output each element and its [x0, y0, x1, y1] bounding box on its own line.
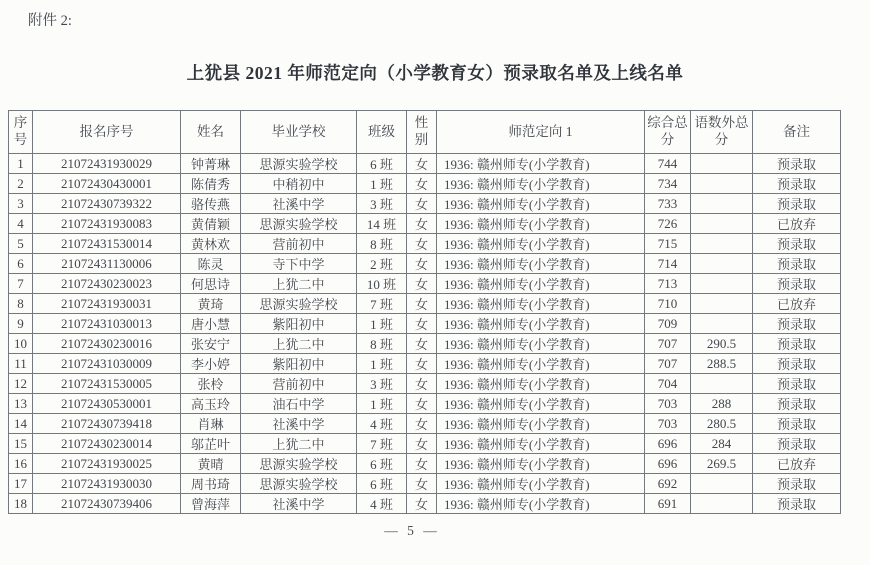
cell-name: 陈灵: [181, 254, 241, 274]
column-header-direction: 师范定向 1: [437, 111, 645, 154]
cell-gender: 女: [407, 194, 437, 214]
cell-direction: 1936: 赣州师专(小学教育): [437, 454, 645, 474]
cell-no: 8: [9, 294, 33, 314]
cell-remark: 预录取: [753, 494, 841, 514]
cell-remark: 预录取: [753, 414, 841, 434]
cell-school: 营前初中: [241, 374, 357, 394]
cell-no: 13: [9, 394, 33, 414]
cell-lsw: [691, 494, 753, 514]
cell-gender: 女: [407, 234, 437, 254]
cell-name: 陈倩秀: [181, 174, 241, 194]
cell-school: 上犹二中: [241, 334, 357, 354]
cell-reg: 21072431930025: [33, 454, 181, 474]
cell-remark: 预录取: [753, 474, 841, 494]
cell-direction: 1936: 赣州师专(小学教育): [437, 274, 645, 294]
cell-total: 691: [645, 494, 691, 514]
table-row: [9, 414, 841, 434]
cell-no: 4: [9, 214, 33, 234]
cell-reg: 21072430739406: [33, 494, 181, 514]
cell-school: 社溪中学: [241, 494, 357, 514]
cell-school: 上犹二中: [241, 434, 357, 454]
cell-school: 上犹二中: [241, 274, 357, 294]
cell-school: 紫阳初中: [241, 354, 357, 374]
cell-reg: 21072431030013: [33, 314, 181, 334]
cell-cls: 7 班: [357, 294, 407, 314]
cell-gender: 女: [407, 314, 437, 334]
cell-total: 692: [645, 474, 691, 494]
cell-gender: 女: [407, 214, 437, 234]
cell-total: 726: [645, 214, 691, 234]
cell-reg: 21072430230014: [33, 434, 181, 454]
cell-reg: 21072431930029: [33, 154, 181, 174]
column-header-no: 序号: [9, 111, 33, 154]
cell-no: 3: [9, 194, 33, 214]
cell-cls: 8 班: [357, 334, 407, 354]
cell-total: 715: [645, 234, 691, 254]
cell-name: 黄林欢: [181, 234, 241, 254]
attachment-label: 附件 2:: [28, 13, 72, 29]
cell-gender: 女: [407, 374, 437, 394]
cell-gender: 女: [407, 294, 437, 314]
cell-name: 唐小慧: [181, 314, 241, 334]
cell-total: 703: [645, 394, 691, 414]
cell-remark: 预录取: [753, 174, 841, 194]
column-header-school: 毕业学校: [241, 111, 357, 154]
cell-direction: 1936: 赣州师专(小学教育): [437, 354, 645, 374]
cell-reg: 21072430230023: [33, 274, 181, 294]
cell-reg: 21072430739418: [33, 414, 181, 434]
table-row: [9, 374, 841, 394]
table-row: [9, 494, 841, 514]
cell-school: 思源实验学校: [241, 294, 357, 314]
cell-no: 15: [9, 434, 33, 454]
cell-school: 紫阳初中: [241, 314, 357, 334]
cell-reg: 21072431130006: [33, 254, 181, 274]
cell-gender: 女: [407, 174, 437, 194]
cell-total: 713: [645, 274, 691, 294]
cell-no: 9: [9, 314, 33, 334]
cell-reg: 21072431030009: [33, 354, 181, 374]
cell-name: 周书琦: [181, 474, 241, 494]
cell-direction: 1936: 赣州师专(小学教育): [437, 154, 645, 174]
cell-lsw: 288.5: [691, 354, 753, 374]
cell-total: 696: [645, 454, 691, 474]
cell-cls: 3 班: [357, 374, 407, 394]
table-row: [9, 294, 841, 314]
table-row: [9, 254, 841, 274]
cell-school: 油石中学: [241, 394, 357, 414]
cell-lsw: [691, 294, 753, 314]
cell-cls: 6 班: [357, 454, 407, 474]
cell-name: 黄琦: [181, 294, 241, 314]
cell-cls: 1 班: [357, 314, 407, 334]
cell-gender: 女: [407, 434, 437, 454]
cell-no: 1: [9, 154, 33, 174]
cell-school: 营前初中: [241, 234, 357, 254]
cell-gender: 女: [407, 254, 437, 274]
cell-remark: 已放弃: [753, 454, 841, 474]
cell-name: 黄晴: [181, 454, 241, 474]
cell-remark: 已放弃: [753, 214, 841, 234]
cell-no: 16: [9, 454, 33, 474]
cell-direction: 1936: 赣州师专(小学教育): [437, 174, 645, 194]
cell-total: 714: [645, 254, 691, 274]
cell-lsw: [691, 194, 753, 214]
cell-school: 社溪中学: [241, 194, 357, 214]
cell-remark: 预录取: [753, 154, 841, 174]
cell-cls: 7 班: [357, 434, 407, 454]
cell-total: 709: [645, 314, 691, 334]
cell-total: 734: [645, 174, 691, 194]
cell-remark: 预录取: [753, 254, 841, 274]
cell-cls: 4 班: [357, 414, 407, 434]
admission-roster-table: [8, 110, 841, 514]
cell-cls: 8 班: [357, 234, 407, 254]
cell-gender: 女: [407, 334, 437, 354]
cell-gender: 女: [407, 414, 437, 434]
cell-no: 2: [9, 174, 33, 194]
cell-no: 14: [9, 414, 33, 434]
cell-remark: 预录取: [753, 434, 841, 454]
cell-school: 思源实验学校: [241, 454, 357, 474]
cell-no: 12: [9, 374, 33, 394]
cell-total: 707: [645, 354, 691, 374]
cell-gender: 女: [407, 454, 437, 474]
cell-name: 曾海萍: [181, 494, 241, 514]
cell-reg: 21072430739322: [33, 194, 181, 214]
cell-lsw: [691, 234, 753, 254]
cell-name: 张柃: [181, 374, 241, 394]
cell-direction: 1936: 赣州师专(小学教育): [437, 374, 645, 394]
cell-remark: 预录取: [753, 234, 841, 254]
cell-cls: 14 班: [357, 214, 407, 234]
column-header-total: 综合总分: [645, 111, 691, 154]
cell-direction: 1936: 赣州师专(小学教育): [437, 434, 645, 454]
cell-gender: 女: [407, 154, 437, 174]
table-row: [9, 214, 841, 234]
cell-gender: 女: [407, 394, 437, 414]
cell-direction: 1936: 赣州师专(小学教育): [437, 494, 645, 514]
cell-cls: 10 班: [357, 274, 407, 294]
cell-lsw: [691, 474, 753, 494]
cell-school: 中稍初中: [241, 174, 357, 194]
cell-lsw: [691, 214, 753, 234]
cell-gender: 女: [407, 354, 437, 374]
cell-remark: 预录取: [753, 194, 841, 214]
cell-name: 钟菁琳: [181, 154, 241, 174]
cell-cls: 1 班: [357, 174, 407, 194]
column-header-gender: 性别: [407, 111, 437, 154]
cell-remark: 已放弃: [753, 294, 841, 314]
cell-direction: 1936: 赣州师专(小学教育): [437, 254, 645, 274]
cell-name: 何思诗: [181, 274, 241, 294]
cell-school: 思源实验学校: [241, 214, 357, 234]
table-header-row: [9, 111, 841, 154]
cell-direction: 1936: 赣州师专(小学教育): [437, 214, 645, 234]
cell-lsw: [691, 374, 753, 394]
table-row: [9, 174, 841, 194]
cell-lsw: [691, 314, 753, 334]
cell-gender: 女: [407, 274, 437, 294]
cell-reg: 21072431530005: [33, 374, 181, 394]
column-header-cls: 班级: [357, 111, 407, 154]
cell-reg: 21072430230016: [33, 334, 181, 354]
cell-direction: 1936: 赣州师专(小学教育): [437, 394, 645, 414]
cell-gender: 女: [407, 474, 437, 494]
cell-name: 邬芷叶: [181, 434, 241, 454]
cell-no: 6: [9, 254, 33, 274]
cell-reg: 21072430530001: [33, 394, 181, 414]
page-title: 上犹县 2021 年师范定向（小学教育女）预录取名单及上线名单: [186, 63, 684, 83]
cell-no: 18: [9, 494, 33, 514]
cell-school: 思源实验学校: [241, 474, 357, 494]
cell-name: 高玉玲: [181, 394, 241, 414]
cell-reg: 21072430430001: [33, 174, 181, 194]
column-header-lsw: 语数外总分: [691, 111, 753, 154]
page-number: — 5 —: [384, 523, 440, 538]
cell-total: 744: [645, 154, 691, 174]
table-row: [9, 234, 841, 254]
cell-lsw: 269.5: [691, 454, 753, 474]
table-row: [9, 154, 841, 174]
cell-direction: 1936: 赣州师专(小学教育): [437, 474, 645, 494]
cell-reg: 21072431930031: [33, 294, 181, 314]
table-row: [9, 474, 841, 494]
cell-remark: 预录取: [753, 334, 841, 354]
cell-total: 696: [645, 434, 691, 454]
column-header-reg: 报名序号: [33, 111, 181, 154]
cell-lsw: 288: [691, 394, 753, 414]
table-row: [9, 194, 841, 214]
cell-remark: 预录取: [753, 354, 841, 374]
cell-total: 703: [645, 414, 691, 434]
cell-reg: 21072431930083: [33, 214, 181, 234]
cell-lsw: 290.5: [691, 334, 753, 354]
cell-name: 肖琳: [181, 414, 241, 434]
cell-remark: 预录取: [753, 394, 841, 414]
table-row: [9, 274, 841, 294]
cell-lsw: [691, 154, 753, 174]
cell-remark: 预录取: [753, 374, 841, 394]
table-row: [9, 334, 841, 354]
table-row: [9, 454, 841, 474]
cell-lsw: [691, 174, 753, 194]
cell-direction: 1936: 赣州师专(小学教育): [437, 314, 645, 334]
cell-remark: 预录取: [753, 274, 841, 294]
cell-no: 7: [9, 274, 33, 294]
cell-school: 社溪中学: [241, 414, 357, 434]
cell-direction: 1936: 赣州师专(小学教育): [437, 194, 645, 214]
cell-direction: 1936: 赣州师专(小学教育): [437, 294, 645, 314]
cell-total: 710: [645, 294, 691, 314]
cell-cls: 1 班: [357, 394, 407, 414]
cell-name: 张安宁: [181, 334, 241, 354]
cell-school: 寺下中学: [241, 254, 357, 274]
cell-school: 思源实验学校: [241, 154, 357, 174]
cell-cls: 1 班: [357, 354, 407, 374]
cell-direction: 1936: 赣州师专(小学教育): [437, 234, 645, 254]
cell-no: 17: [9, 474, 33, 494]
table-row: [9, 354, 841, 374]
cell-total: 704: [645, 374, 691, 394]
cell-no: 5: [9, 234, 33, 254]
table-row: [9, 314, 841, 334]
table-row: [9, 394, 841, 414]
cell-cls: 4 班: [357, 494, 407, 514]
cell-no: 10: [9, 334, 33, 354]
cell-name: 李小婷: [181, 354, 241, 374]
cell-lsw: 280.5: [691, 414, 753, 434]
cell-cls: 6 班: [357, 154, 407, 174]
cell-lsw: [691, 274, 753, 294]
cell-gender: 女: [407, 494, 437, 514]
cell-reg: 21072431530014: [33, 234, 181, 254]
cell-total: 707: [645, 334, 691, 354]
cell-cls: 6 班: [357, 474, 407, 494]
cell-cls: 3 班: [357, 194, 407, 214]
cell-direction: 1936: 赣州师专(小学教育): [437, 414, 645, 434]
cell-no: 11: [9, 354, 33, 374]
cell-lsw: 284: [691, 434, 753, 454]
cell-name: 黄倩颖: [181, 214, 241, 234]
cell-cls: 2 班: [357, 254, 407, 274]
column-header-name: 姓名: [181, 111, 241, 154]
table-row: [9, 434, 841, 454]
cell-direction: 1936: 赣州师专(小学教育): [437, 334, 645, 354]
cell-total: 733: [645, 194, 691, 214]
cell-lsw: [691, 254, 753, 274]
cell-name: 骆传燕: [181, 194, 241, 214]
column-header-remark: 备注: [753, 111, 841, 154]
cell-reg: 21072431930030: [33, 474, 181, 494]
cell-remark: 预录取: [753, 314, 841, 334]
